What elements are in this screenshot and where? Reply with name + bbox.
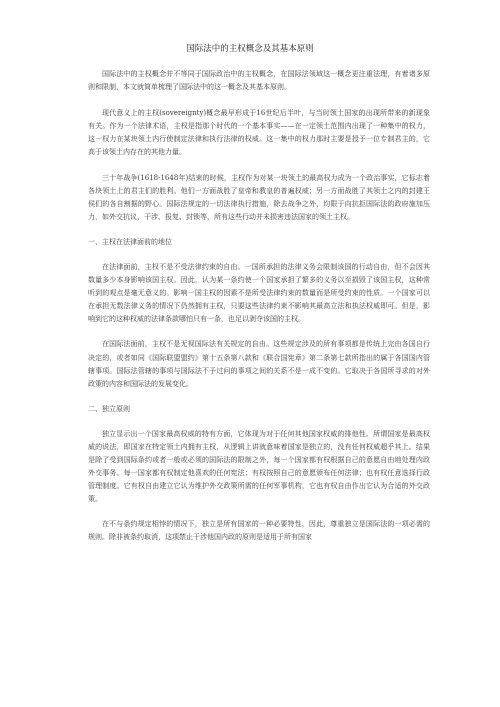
document-body [88,68,430,545]
paragraph-sovereignty-before-law: 在法律面前，主权不是不受法律约束的自由。一国所承担的法律义务会限制该国的行动自由，但不会因其数量多少本身影响该国主权。因此，认为某一条约使一个国家承担了繁多的义务以至损毁了该国主权，这种常听到的观点是毫无意义的。影响一国主权的因素不是所受法律约束的数量而是所受约束的性质。一个国家可以在承担无数法律义务的情况下仍然拥有主权，只要这些法律约束不影响其最高立法和执法权威即可。但是，影响到它的这种权威的法律条款哪怕只有一条，也足以剥夺该国的主权。 [88,262,430,324]
paragraph-non-intervention: 在不与条约规定相悖的情况下，独立是所有国家的一种必要特性，因此，尊重独立是国际法的一项必需的规则。除非被条约取消，这项禁止干涉他国内政的原则是适用于所有国家 [88,520,430,542]
paragraph-sovereignty-origin: 现代意义上的主权(sovereignty)概念最早形成于16世纪后半叶，与当时领土国家的出现所带来的新现象有关。作为一个法律术语，主权是指那个时代的一个基本事实——在一定领土范围内出现了一种集中的权力，这一权力在某块领土内行使制定法律和执行法律的权威。这一集中的权力那时主要是授予一位专制君主的，它高于该领土内存在的其他力量。 [88,109,430,157]
paragraph-intro: 国际法中的主权概念并不等同于国际政治中的主权概念，在国际法领域这一概念更注重法理，有着诸多原则和限制，本文就简单梳理了国际法中的这一概念及其基本原则。 [88,70,430,92]
paragraph-gap [88,249,430,261]
paragraph-gap [88,224,430,236]
section-heading-1: 一、主权在法律面前的地位 [88,237,172,246]
paragraph-gap [88,391,430,403]
paragraph-gap [88,326,430,338]
paragraph-thirty-years-war: 三十年战争(1618-1648年)结束的时候，主权作为对某一块领土的最高权力成为一个政治事实，它标志着各块领土上的君主们的胜利。他们一方面战胜了皇帝和教皇的普遍权威；另一方面战胜了其领土之内的封建王侯们的各自割据的野心。国际法规定的一切法律执行措施，除去战争之外，均限于向抗拒国际法的政府施加压力，如外交抗议、干涉、报复、封锁等，所有这些行动并未损害违法国家的领土主权。 [88,173,430,221]
section-heading-2: 二、独立原则 [88,404,130,413]
paragraph-sovereignty-before-international-law: 在国际法面前，主权不是无视国际法有关规定的自由。这些规定涉及的所有事项都是传统上完由各国自行决定的，或者如同《国际联盟盟约》第十五条第八款和《联合国宪章》第二条第七款所指出的属于各国国内管辖事项。国际法管辖的事项与国际法不予过问的事项之间的关系不是一成不变的。它取决于各国所寻求的对外政策的内容和国际法的发展变化。 [88,340,430,388]
paragraph-gap [88,506,430,518]
document-title: 国际法中的主权概念及其基本原则 [186,44,314,54]
paragraph-gap [88,416,430,428]
paragraph-gap [88,160,430,172]
paragraph-gap [88,94,430,107]
paragraph-independence: 独立显示出一个国家最高权威的特有方面，它体现为对于任何其他国家权威的排他性。所谓国家是最高权威的说法，即国家在特定领土内拥有主权，从逻辑上讲就意味着国家是独立的，没有任何权威超乎其上。结果是除了受到国际条约或者一般或必须的国际法的限制之外，每一个国家都有权根据自己的意愿自由地处理内政外交事务。每一国家都有权制定他喜欢的任何宪法；有权按照自己的意愿颁布任何法律；也有权任意选择行政管理制度。它有权自由建立它认为维护外交政策所需的任何军事机构，它也有权自由作出它认为合适的外交政策。 [88,429,430,504]
